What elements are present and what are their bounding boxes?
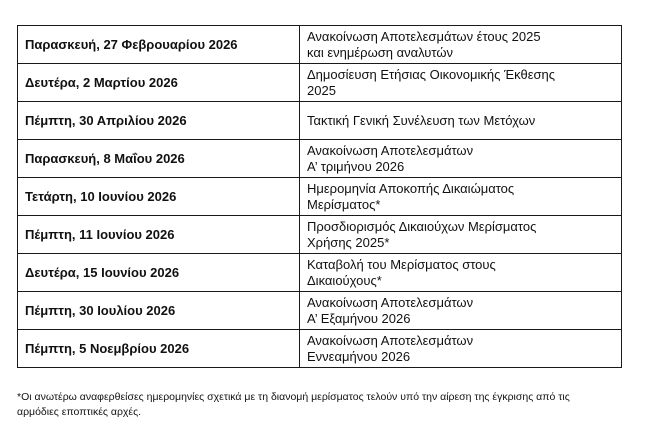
table-row	[18, 292, 622, 330]
event-line-2: Χρήσης 2025*	[307, 234, 390, 250]
event-line-2: Α’ τριμήνου 2026	[307, 158, 405, 174]
event-line-2: 2025	[307, 82, 336, 98]
event-cell	[300, 102, 622, 140]
event-line-1: Ημερομηνία Αποκοπής Δικαιώματος	[307, 180, 515, 196]
event-line-2: Α’ Εξαμήνου 2026	[307, 310, 411, 326]
table-row	[18, 140, 622, 178]
event-line-2: Εννεαμήνου 2026	[307, 348, 411, 364]
table-row	[18, 64, 622, 102]
event-cell	[300, 330, 622, 368]
event-line-1: Ανακοίνωση Αποτελεσμάτων	[307, 142, 474, 158]
event-cell	[300, 140, 622, 178]
date-cell: Πέμπτη, 30 Ιουλίου 2026	[18, 292, 300, 330]
table-row	[18, 254, 622, 292]
table-row	[18, 178, 622, 216]
event-cell	[300, 216, 622, 254]
event-cell	[300, 292, 622, 330]
footnote	[17, 390, 627, 420]
date-cell: Πέμπτη, 30 Απριλίου 2026	[18, 102, 300, 140]
event-line-1: Καταβολή του Μερίσματος στους	[307, 256, 496, 272]
event-cell	[300, 26, 622, 64]
event-line-1: Τακτική Γενική Συνέλευση των Μετόχων	[307, 112, 536, 128]
event-cell	[300, 254, 622, 292]
footnote-line-2: αρμόδιες εποπτικές αρχές.	[17, 406, 142, 418]
event-line-1: Ανακοίνωση Αποτελεσμάτων	[307, 332, 474, 348]
event-line-2: και ενημέρωση αναλυτών	[307, 44, 454, 60]
table-body	[18, 26, 622, 368]
date-cell: Τετάρτη, 10 Ιουνίου 2026	[18, 178, 300, 216]
table-row	[18, 216, 622, 254]
event-cell	[300, 64, 622, 102]
date-cell: Δευτέρα, 2 Μαρτίου 2026	[18, 64, 300, 102]
table-row	[18, 330, 622, 368]
event-line-2: Δικαιούχους*	[307, 272, 382, 288]
date-cell: Παρασκευή, 27 Φεβρουαρίου 2026	[18, 26, 300, 64]
table-row	[18, 26, 622, 64]
event-line-1: Δημοσίευση Ετήσιας Οικονομικής Έκθεσης	[307, 66, 556, 82]
table-row	[18, 102, 622, 140]
financial-calendar-table	[17, 25, 622, 368]
event-line-1: Ανακοίνωση Αποτελεσμάτων	[307, 294, 474, 310]
date-cell: Πέμπτη, 5 Νοεμβρίου 2026	[18, 330, 300, 368]
event-line-1: Προσδιορισμός Δικαιούχων Μερίσματος	[307, 218, 537, 234]
event-line-1: Ανακοίνωση Αποτελεσμάτων έτους 2025	[307, 28, 541, 44]
date-cell: Πέμπτη, 11 Ιουνίου 2026	[18, 216, 300, 254]
event-line-2: Μερίσματος*	[307, 196, 381, 212]
event-cell	[300, 178, 622, 216]
date-cell: Δευτέρα, 15 Ιουνίου 2026	[18, 254, 300, 292]
footnote-line-1: *Οι ανωτέρω αναφερθείσες ημερομηνίες σχετικά με τη διανομή μερίσματος τελούν υπό την αίρεση της έγκρισης από τις	[17, 391, 570, 403]
date-cell: Παρασκευή, 8 Μαΐου 2026	[18, 140, 300, 178]
